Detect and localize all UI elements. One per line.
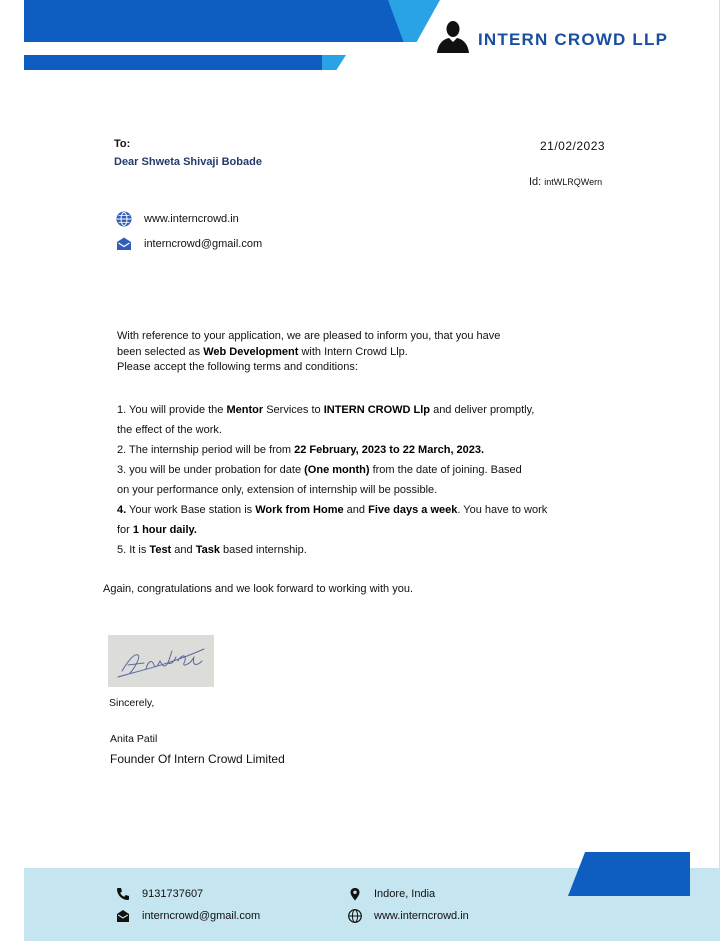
term-2-b1: 22 February, 2023 to 22 March, 2023.	[294, 444, 485, 456]
term-5-b2: Task	[195, 544, 220, 556]
id-label: Id:	[529, 176, 542, 188]
to-label: To:	[114, 138, 131, 150]
signature-image	[108, 635, 214, 687]
recipient-name: Dear Shweta Shivaji Bobade	[114, 156, 262, 168]
footer-website-row	[348, 909, 469, 923]
contact-email[interactable]: interncrowd@gmail.com	[144, 238, 263, 250]
intro-line-2-text: been selected as	[117, 345, 204, 358]
term-2	[117, 440, 627, 460]
sincerely-label: Sincerely,	[109, 697, 155, 709]
footer-email[interactable]: interncrowd@gmail.com	[142, 910, 261, 922]
header-band-top	[24, 0, 416, 42]
term-5-d: based internship.	[219, 544, 307, 556]
intro-line-2-end: with Intern Crowd Llp.	[298, 345, 408, 358]
term-4-b2: Five days a week	[368, 504, 458, 516]
signature-scribble	[108, 635, 214, 687]
footer-phone-row	[116, 887, 203, 901]
letter-id	[529, 176, 602, 188]
mail-icon	[116, 909, 130, 923]
term-5-c: and	[171, 544, 196, 556]
term-5	[117, 540, 627, 560]
globe-icon	[348, 909, 362, 923]
term-4-b3: 1 hour daily.	[132, 524, 197, 536]
phone-icon	[116, 887, 130, 901]
term-2-num: 2.	[117, 444, 127, 456]
term-4	[117, 500, 627, 540]
term-4-e: for	[117, 524, 133, 536]
footer-email-row	[116, 909, 260, 923]
term-1-a: You will provide the	[126, 404, 227, 416]
header-band-bottom	[24, 55, 340, 70]
mail-icon	[116, 236, 132, 252]
term-3-c: from the date of joining. Based	[369, 464, 522, 476]
footer-location: Indore, India	[374, 888, 436, 900]
intro-line-2	[117, 345, 627, 361]
term-5-num: 5.	[117, 544, 127, 556]
signer-name: Anita Patil	[110, 733, 158, 745]
signer-title: Founder Of Intern Crowd Limited	[110, 752, 285, 766]
intro-line-1: With reference to your application, we are pleased to inform you, that you have	[117, 330, 501, 342]
term-4-c: and	[343, 504, 369, 516]
footer-phone[interactable]: 9131737607	[142, 888, 204, 900]
footer-accent	[568, 852, 690, 896]
globe-icon	[116, 211, 132, 227]
term-3-a: you will be under probation for date	[126, 464, 305, 476]
intro-line-3: Please accept the following terms and conditions:	[117, 361, 358, 373]
footer-website[interactable]: www.interncrowd.in	[374, 910, 469, 922]
intro-paragraph	[117, 329, 627, 376]
header-accent-bottom	[322, 55, 346, 70]
term-5-a: It is	[126, 544, 150, 556]
term-1-e: the effect of the work.	[117, 424, 222, 436]
term-1-d: and deliver promptly,	[430, 404, 535, 416]
location-pin-icon	[348, 887, 362, 901]
term-1	[117, 400, 627, 440]
term-3-num: 3.	[117, 464, 127, 476]
term-4-d: . You have to work	[457, 504, 548, 516]
contact-website[interactable]: www.interncrowd.in	[144, 213, 239, 225]
id-value: intWLRQWern	[544, 177, 603, 187]
term-1-b2: INTERN CROWD Llp	[323, 404, 431, 416]
term-1-num: 1.	[117, 404, 127, 416]
term-1-c: Services to	[263, 404, 324, 416]
contact-website-row	[116, 211, 239, 227]
term-3-d: on your performance only, extension of internship will be possible.	[117, 484, 438, 496]
company-name: INTERN CROWD LLP	[478, 30, 669, 49]
letter-date: 21/02/2023	[540, 139, 606, 153]
term-5-b1: Test	[149, 544, 172, 556]
term-1-b1: Mentor	[226, 404, 264, 416]
term-4-a: Your work Base station is	[126, 504, 256, 516]
person-icon	[436, 19, 470, 53]
term-3	[117, 460, 627, 500]
footer-location-row	[348, 887, 435, 901]
term-3-b1: (One month)	[304, 464, 370, 476]
term-2-a: The internship period will be from	[126, 444, 295, 456]
position-name: Web Development	[203, 345, 299, 358]
term-4-b1: Work from Home	[255, 504, 344, 516]
contact-email-row	[116, 236, 262, 252]
closing-line: Again, congratulations and we look forward to working with you.	[103, 583, 414, 595]
term-4-num: 4.	[117, 504, 127, 516]
